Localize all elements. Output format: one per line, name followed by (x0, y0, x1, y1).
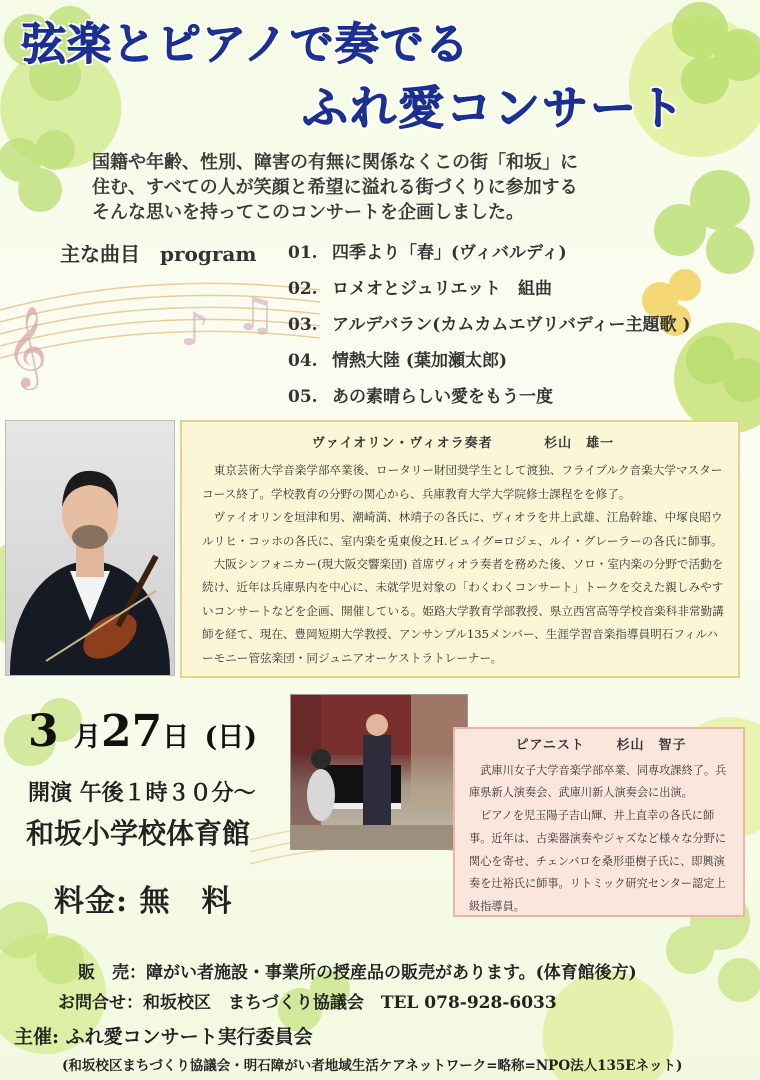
program-item-title: 情熱大陸 (葉加瀬太郎) (332, 351, 508, 371)
pianist-bio-box (453, 727, 745, 917)
intro-line: 国籍や年齢、性別、障害の有無に関係なくこの街「和坂」に (92, 152, 578, 173)
violinist-heading (202, 432, 724, 455)
program-item-number: 03. (288, 315, 318, 335)
program-item (288, 346, 690, 382)
organizer-sub: (和坂校区まちづくり協議会・明石障がい者地域生活ケアネットワーク=略称=NPO法人135Eネット) (62, 1058, 683, 1074)
violinist-bio-paragraph: 大阪シンフォニカー(現大阪交響楽団) 首席ヴィオラ奏者を務めた後、ソロ・室内楽の分野で活動を続け、近年は兵庫県内を中心に、未就学児対象の「わくわくコンサート」トークを交えた親しみやすいコンサートなどを企画、開催している。姫路大学教育学部教授、県立西宮高等学校音楽科非常勤講師を経て、現在、豊岡短期大学教授、アンサンブル135メンバー、生涯学習音楽指導員明石フィルハーモニー管弦楽団・同ジュニアオーケストラトレーナー。 (202, 557, 724, 665)
program-item-title: アルデバラン(カムカムエヴリバディー主題歌 ) (332, 315, 691, 335)
pianist-bio-paragraph: ピアノを児玉陽子吉山輝、井上直幸の各氏に師事。近年は、古楽器演奏やジャズなど様々な分野に関心を寄せ、チェンバロを桑形亜樹子氏に、即興演奏を辻裕氏に師事。リトミック研究センター認定上級指導員。 (469, 809, 727, 913)
program-item (288, 274, 690, 310)
event-date (28, 706, 257, 757)
title-line-1: 弦楽とピアノで奏でる (22, 19, 470, 70)
program-item-title: 四季より「春」(ヴィバルディ) (332, 243, 567, 263)
pianist-bio-paragraph: 武庫川女子大学音楽学部卒業、同専攻課終了。兵庫県新人演奏会、武庫川新人演奏会に出演。 (469, 763, 727, 800)
title-line-2: ふれ愛コンサート (302, 81, 686, 135)
program-item-number: 01. (288, 243, 318, 263)
svg-text:♫: ♫ (235, 287, 277, 341)
program-item-number: 05. (288, 387, 318, 407)
pianist-name: 杉山 智子 (616, 738, 687, 753)
event-fee: 料金: 無 料 (54, 884, 233, 919)
pianist-role: ピアニスト (515, 738, 585, 753)
pianist-heading (469, 735, 733, 758)
program-item (288, 310, 690, 346)
violinist-bio-paragraph: ヴァイオリンを垣津和男、潮崎満、林靖子の各氏に、ヴィオラを井上武雄、江島幹雄、中塚良昭ウルリヒ・コッホの各氏に、室内楽を兎東俊之H.ビュイグ=ロジェ、ルイ・グレーラーの各氏に師事。 (202, 510, 723, 548)
intro-line: 住む、すべての人が笑顔と希望に溢れる街づくりに参加する (92, 177, 578, 198)
program-list (288, 238, 690, 418)
event-month-unit: 月 (73, 722, 101, 753)
event-venue: 和坂小学校体育館 (26, 817, 251, 850)
event-month: 3 (28, 706, 59, 757)
music-staff-decoration (0, 250, 320, 390)
violinist-role: ヴァイオリン・ヴィオラ奏者 (311, 436, 493, 451)
event-time: 開演 午後１時３０分～ (28, 780, 256, 806)
program-item-number: 02. (288, 279, 318, 299)
svg-text:♪: ♪ (180, 302, 210, 356)
program-item (288, 382, 690, 418)
intro-text (92, 150, 712, 225)
violinist-photo (5, 420, 175, 676)
intro-line: そんな思いを持ってこのコンサートを企画しました。 (92, 202, 524, 223)
event-day-unit: 日 (162, 722, 190, 753)
program-item-title: あの素晴らしい愛をもう一度 (332, 387, 553, 407)
violinist-bio-box (180, 420, 740, 678)
event-weekday: (日) (204, 722, 258, 753)
program-item (288, 238, 690, 274)
organizer-main: 主催: ふれ愛コンサート実行委員会 (14, 1026, 313, 1048)
svg-text:𝄞: 𝄞 (6, 305, 48, 387)
sales-info: 販 売：障がい者施設・事業所の授産品の販売があります。(体育館後方) (78, 963, 637, 983)
violinist-name: 杉山 雄一 (544, 436, 615, 451)
program-item-title: ロメオとジュリエット 組曲 (332, 279, 552, 299)
violinist-bio-paragraph: 東京芸術大学音楽学部卒業後、ロータリー財団奨学生として渡独、フライブルク音楽大学マスターコース終了。学校教育の分野の関心から、兵庫教育大学大学院修士課程をを修了。 (202, 463, 723, 501)
program-label: 主な曲目 program (60, 242, 257, 266)
event-day: 27 (100, 706, 163, 757)
performance-photo (290, 694, 468, 850)
contact-info: お問合せ：和坂校区 まちづくり協議会 TEL 078-928-6033 (58, 993, 557, 1013)
program-item-number: 04. (288, 351, 318, 371)
